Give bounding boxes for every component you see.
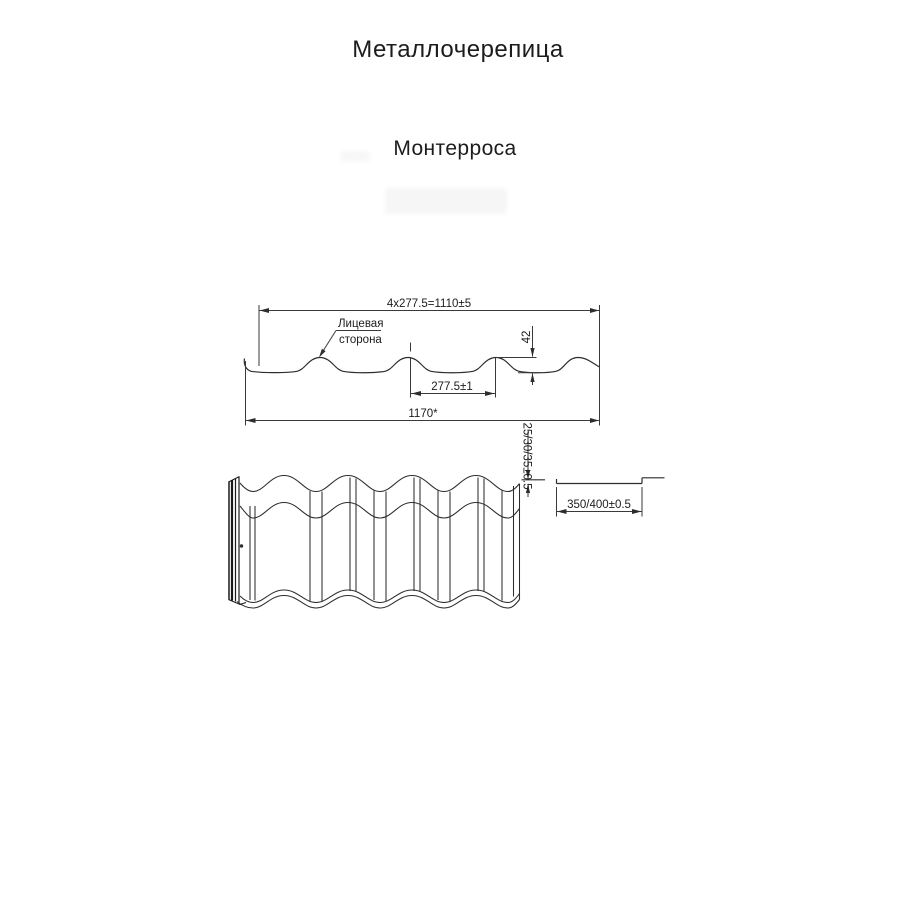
step-detail-view — [521, 422, 665, 516]
dimension-module-length — [557, 487, 643, 517]
profile-height-label: 42 — [521, 330, 533, 344]
module-length-label: 350/400±0.5 — [567, 499, 631, 511]
perspective-view — [229, 476, 520, 609]
bottom-wave-edge — [240, 590, 520, 603]
wave-flank-lines — [250, 478, 520, 602]
face-side-label-line1: Лицевая — [338, 318, 384, 330]
model-subtitle: Монтерроса — [393, 137, 517, 160]
dimension-profile-height — [496, 326, 537, 385]
face-side-leader — [319, 318, 383, 358]
face-side-label-line2: сторона — [339, 334, 382, 346]
sheet-left-edge — [229, 477, 247, 605]
edge-dot — [240, 544, 243, 547]
page-title: Металлочерепица — [352, 36, 564, 63]
dimension-step-height — [521, 422, 533, 497]
coverage-width-label: 4x277.5=1110±5 — [386, 298, 472, 310]
step-height-label: 25/30/35±0.5 — [520, 422, 533, 490]
cross-section-view — [244, 298, 599, 426]
bottom-wave-thickness — [237, 596, 520, 609]
tile-profile-curve — [244, 358, 599, 373]
overall-width-label: 1170* — [408, 408, 438, 420]
wave-pitch-label: 277.5±1 — [431, 381, 473, 393]
